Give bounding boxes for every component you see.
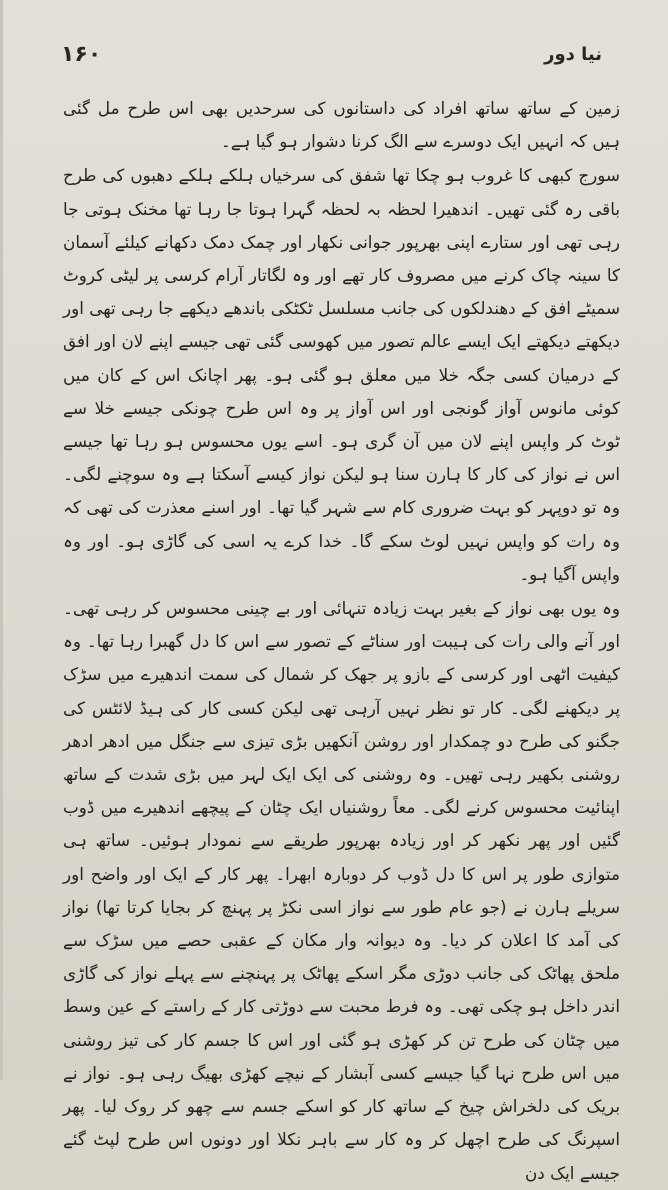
- running-title: نیا دور: [544, 43, 602, 65]
- paragraph-3: وہ یوں بھی نواز کے بغیر بہت زیادہ تنہائی اور بے چینی محسوس کر رہی تھی۔ اور آنے والی رات کی ہیبت اور سناٹے کے تصور سے اس کا دل گھبرا رہا تھا۔ وہ کیفیت اٹھی اور کرسی کے بازو پر جھک کر شمال کی سمت اندھیرے میں سڑک پر دیکھنے لگی۔ کار تو نظر نہیں آرہی تھی لیکن کسی کار کی ہیڈ لائٹس کی جگنو کی طرح دو چمکدار اور روشن آنکھیں بڑی تیزی سے جنگل میں ادھر ادھر روشنی بکھیر رہی تھیں۔ وہ روشنی کی ایک ایک لہر میں بڑی شدت کے ساتھ اپنائیت محسوس کرنے لگی۔ معاً روشنیاں ایک چٹان کے پیچھے اندھیرے میں ڈوب گئیں اور پھر نکھر کر اور زیادہ بھرپور طریقے سے نمودار ہوئیں۔ ساتھ ہی متوازی طور پر اس کا دل ڈوب کر دوبارہ ابھرا۔ پھر کار کے ایک اور واضح اور سریلے ہارن نے (جو عام طور سے نواز اسی نکڑ پر پہنچ کر بجایا کرتا تھا) نواز کی آمد کا اعلان کر دیا۔ وہ دیوانہ وار مکان کے عقبی حصے میں سڑک سے ملحق پھاٹک کی جانب دوڑی مگر اسکے پھاٹک پر پہنچنے سے پہلے نواز کی گاڑی اندر داخل ہو چکی تھی۔ وہ فرط محبت سے دوڑتی کار کے راستے کے عین وسط میں چٹان کی طرح تن کر کھڑی ہو گئی اور اس کا جسم کار کی تیز روشنی میں اس طرح نہا گیا جیسے کسی آبشار کے نیچے کھڑی بھیگ رہی ہو۔ نواز نے بریک کی دلخراش چیخ کے ساتھ کار کو اسکے جسم سے چھو کر روک لیا۔ پھر اسپرنگ کی طرح اچھل کر وہ کار سے باہر نکلا اور دونوں اس طرح لپٹ گئے جیسے ایک دن: [63, 598, 620, 1183]
- page-bottom-margin: [3, 930, 668, 1080]
- paragraph-2: سورج کبھی کا غروب ہو چکا تھا شفق کی سرخیاں ہلکے ہلکے دھبوں کی طرح باقی رہ گئی تھیں۔ اندھیرا لحظہ بہ لحظہ گہرا ہوتا جا رہا تھا مخنک ہوتی جا رہی تھی اور ستارے اپنی بھرپور جوانی نکھار اور چمک دمک دکھانے کیلئے آسمان کا سینہ چاک کرنے میں مصروف کار تھے اور وہ لگاتار آرام کرسی پر لیٹی کروٹ سمیٹے افق کے دھندلکوں کی جانب مسلسل ٹکٹکی باندھے دیکھے جا رہی تھی اور دیکھتے دیکھتے ایک ایسے عالم تصور میں کھوسی گئی تھی جیسے اپنے لان اور افق کے درمیان کسی جگہ خلا میں معلق ہو گئی ہو۔ پھر اچانک اس کے کان میں کوئی مانوس آواز گونجی اور اس آواز پر وہ اس طرح چونکی جیسے خلا سے ٹوٹ کر واپس اپنے لان میں آن گری ہو۔ اسے یوں محسوس ہو رہا تھا جیسے اس نے نواز کی کار کا ہارن سنا ہو لیکن نواز کیسے آسکتا ہے وہ سوچنے لگی۔ وہ تو دوپہر کو بہت ضروری کام سے شہر گیا تھا۔ اور اسنے معذرت کی تھی کہ وہ رات کو واپس نہیں لوٹ سکے گا۔ خدا کرے یہ اسی کی گاڑی ہو۔ اور وہ واپس آگیا ہو۔: [63, 165, 620, 584]
- page-number: ۱۶۰: [61, 41, 102, 67]
- paragraph-1: زمین کے ساتھ ساتھ افراد کی داستانوں کی سرحدیں بھی اس طرح مل گئی ہیں کہ انہیں ایک دوسرے سے الگ کرنا دشوار ہو گیا ہے۔: [63, 98, 620, 152]
- page-header: [61, 34, 602, 74]
